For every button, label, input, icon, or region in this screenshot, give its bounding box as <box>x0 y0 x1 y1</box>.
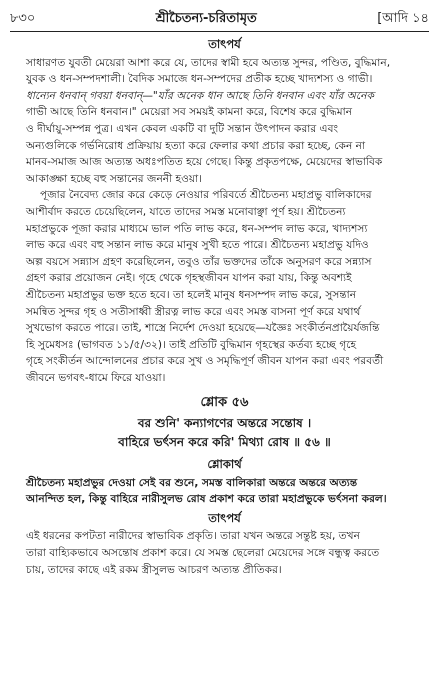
text-line: অল্প বয়সে সন্ন্যাস গ্রহণ করেছিলেন, তবুও তাঁর ভক্তদের তাঁকে অনুসরণ করে সন্ন্যাস <box>26 255 372 268</box>
verse-line-1: বর শুনি' কন্যাগণের অন্তরে সন্তোষ । <box>137 416 312 431</box>
text-line: হি সুমেধসঃ (ভাগবত ১১/৫/৩২)। তাই প্রতিটি বুদ্ধিমান গৃহস্থের কর্তব্য হচ্ছে গৃহে <box>26 338 357 351</box>
page-body <box>26 34 423 578</box>
verse-line-2: বাহিরে ভর্ৎসন করে করি' মিথ্যা রোষ ॥ ৫৬ ॥ <box>118 435 331 450</box>
verse-text <box>26 414 423 452</box>
section-marker: [আদি ১৪ <box>377 10 429 26</box>
page-header <box>10 8 429 30</box>
purport-heading-2: তাৎপর্য <box>208 510 241 525</box>
verse-number: শ্লোক ৫৬ <box>200 395 249 411</box>
text-line: আনন্দিত হল, কিন্তু বাহিরে নারীসুলভ রোষ প্রকাশ করে তারা মহাপ্রভুকে ভর্ৎসনা করল। <box>26 493 387 506</box>
text-line: লাভ করে এবং বহু সন্তান লাভ করে মানুষ সুখী হতে পারে। শ্রীচৈতন্য মহাপ্রভু যদিও <box>26 239 369 252</box>
running-title: শ্রীচৈতন্য-চরিতামৃত <box>155 10 257 26</box>
purport-paragraph-3 <box>26 528 423 578</box>
translation-heading: শ্লোকার্থ <box>207 457 242 472</box>
page-number: ৮৩০ <box>10 10 36 26</box>
translation-text <box>26 475 423 508</box>
text-line: অন্যগুলিকে গর্ভনিরোধ প্রক্রিয়ায় হত্যা করে ফেলার কথা প্রচার করা হচ্ছে, কেন না <box>26 139 366 152</box>
text-line: তারা বাহ্যিকভাবে অসন্তোষ প্রকাশ করে। যে সমস্ত ছেলেরা মেয়েদের সঙ্গে বন্ধুত্ব করতে <box>26 547 380 560</box>
text-line: জীবনে ভগবৎ-ধামে ফিরে যাওয়া। <box>26 371 166 384</box>
text-line: সমন্বিত সুন্দর গৃহ ও সতীসাধ্বী স্ত্রীরত্ন লাভ করে এবং সমস্ত বাসনা পূর্ণ করে যথার্থ <box>26 305 361 318</box>
text-line: মানব-সমাজ আজ অত্যন্ত অধঃপতিত হয়ে গেছে। কিন্তু প্রকৃতপক্ষে, মেয়েদের স্বাভাবিক <box>26 156 383 169</box>
text-line: শ্রীচৈতন্য মহাপ্রভুর দেওয়া সেই বর শুনে, সমস্ত বালিকারা অন্তরে অন্তরে অত্যন্ত <box>26 476 358 489</box>
text-line: গাভী আছে তিনি ধনবান।" মেয়েরা সব সময়ই কামনা করে, বিশেষ করে বুদ্ধিমান <box>26 106 353 119</box>
text-line: আকাঙ্ক্ষা হচ্ছে বহু সন্তানের জননী হওয়া। <box>26 172 202 185</box>
text-line: যুবক ও ধন-সম্পদশালী। বৈদিক সমাজে ধন-সম্পদের প্রতীক হচ্ছে খাদ্যশস্য ও গাভী। <box>26 73 373 86</box>
purport-paragraph-1 <box>26 55 423 188</box>
text-line: এই ধরনের কপটতা নারীদের স্বাভাবিক প্রকৃতি। তারা যখন অন্তরে সন্তুষ্ট হয়, তখন <box>26 530 360 543</box>
text-line: চায়, তাদের কাছে এই রকম স্ত্রীসুলভ আচরণ অত্যন্ত প্রীতিকর। <box>26 563 282 576</box>
text-line: আশীর্বাদ করতে চেয়েছিলেন, যাতে তাদের সমস্ত মনোবাঞ্ছা পূর্ণ হয়। শ্রীচৈতন্য <box>26 205 346 218</box>
purport-paragraph-2 <box>26 187 423 386</box>
header-rule <box>10 31 429 32</box>
text-line: ও দীর্ঘায়ু-সম্পন্ন পুত্র। এখন কেবল একটি বা দুটি সন্তান উৎপাদন করার এবং <box>26 122 339 135</box>
text-line: শ্রীচৈতন্য মহাপ্রভুর ভক্ত হতে হবে। তা হলেই মানুষ ধনসম্পদ লাভ করে, সুসন্তান <box>26 288 357 301</box>
text-line: সাধারণত যুবতী মেয়েরা আশা করে যে, তাদের স্বামী হবে অত্যন্ত সুন্দর, পণ্ডিত, বুদ্ধিমান, <box>26 56 391 69</box>
text-line: গ্রহণ করার প্রয়োজন নেই। গৃহে থেকে গৃহস্থজীবন যাপন করা যায়, কিন্তু অবশ্যই <box>26 272 352 285</box>
text-line: পূজার নৈবেদ্য জোর করে কেড়ে নেওয়ার পরিবর্তে শ্রীচৈতন্য মহাপ্রভু বালিকাদের <box>40 189 372 202</box>
text-line: গৃহে সংকীর্তন আন্দোলনের প্রচার করে সুখ ও সমৃদ্ধিপূর্ণ জীবন যাপন করা এবং পরবর্তী <box>26 355 384 368</box>
text-line: ধান্যেন ধনবান্ গবয়া ধনবান্—"যাঁর অনেক ধান আছে তিনি ধনবান এবং যাঁর অনেক <box>26 89 374 102</box>
text-line: সুখভোগ করতে পারে। তাই, শাস্ত্রে নির্দেশ দেওয়া হয়েছে—যজ্ঞৈঃ সংকীর্তনপ্রায়ৈর্যজন্তি <box>26 322 380 335</box>
purport-heading: তাৎপর্য <box>208 37 241 51</box>
text-line: মহাপ্রভুকে পূজা করার মাধ্যমে ভাল পতি লাভ করে, ধন-সম্পদ লাভ করে, খাদ্যশস্য <box>26 222 368 235</box>
